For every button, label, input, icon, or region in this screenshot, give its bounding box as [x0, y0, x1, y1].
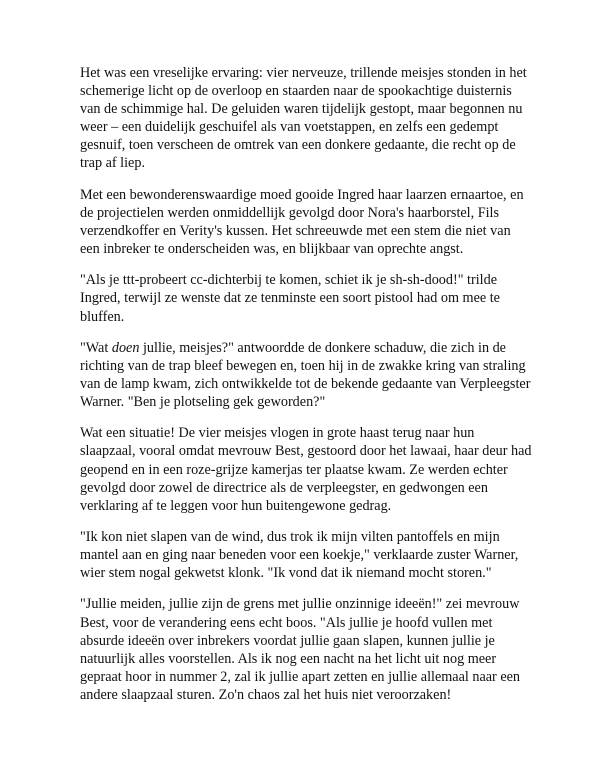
paragraph-3: "Als je ttt-probeert cc-dichterbij te komen, schiet ik je sh-sh-dood!" trilde Ingred, terwijl ze wenste dat ze tenminste een soort pistool had om mee te bluffen.	[80, 272, 500, 325]
paragraph-2: Met een bewonderenswaardige moed gooide Ingred haar laarzen ernaartoe, en de projectielen werden onmiddellijk gevolgd door Nora's haarborstel, Fils verzendkoffer en Verity's kussen. Het schreeuwde met een stem die niet van een inbreker te onderscheiden was, en blijkbaar van oprechte angst.	[80, 186, 524, 258]
paragraph-4	[80, 339, 532, 411]
paragraph-4-emphasis: doen	[111, 339, 140, 356]
paragraph-1: Het was een vreselijke ervaring: vier nerveuze, trillende meisjes stonden in het schemerige licht op de overloop en staarden naar de spookachtige duisternis van de schimmige hal. De geluiden waren tijdelijk gestopt, maar begonnen nu weer – een duidelijk geschuifel als van voetstappen, en zelfs een gedempt gesnuif, toen verscheen de omtrek van een donkere gedaante, die recht op de trap af liep.	[80, 65, 527, 172]
paragraph-5: Wat een situatie! De vier meisjes vlogen in grote haast terug naar hun slaapzaal, vooral omdat mevrouw Best, gestoord door het lawaai, haar deur had geopend en in een roze-grijze kamerjas ter plaatse kwam. Ze werden echter gevolgd door zowel de directrice als de verpleegster, en gedwongen een verklaring af te leggen voor hun buitengewone gedrag.	[80, 425, 532, 514]
paragraph-4-end: jullie, meisjes?" antwoordde de donkere schaduw, die zich in de richting van de trap bleef bewegen en, toen hij in de zwakke kring van straling van de lamp kwam, zich ontwikkelde tot de bekende gedaante van Verpleegster Warner. "Ben je plotseling gek geworden?"	[80, 339, 531, 411]
paragraph-7: "Jullie meiden, jullie zijn de grens met jullie onzinnige ideeën!" zei mevrouw Best, voor de verandering eens echt boos. "Als jullie je hoofd vullen met absurde ideeën over inbrekers voordat jullie gaan slapen, kunnen jullie je natuurlijk alles voorstellen. Als ik nog een nacht na het licht uit nog meer gepraat hoor in nummer 2, zal ik jullie apart zetten en jullie allemaal naar een andere slaapzaal sturen. Zo'n chaos zal het huis niet veroorzaken!	[80, 596, 521, 703]
document-page	[80, 64, 532, 717]
paragraph-6: "Ik kon niet slapen van de wind, dus trok ik mijn vilten pantoffels en mijn mantel aan en ging naar beneden voor een koekje," verklaarde zuster Warner, wier stem nogal gekwetst klonk. "Ik vond dat ik niemand mocht storen."	[80, 529, 519, 582]
paragraph-4-start: "Wat	[80, 339, 112, 356]
